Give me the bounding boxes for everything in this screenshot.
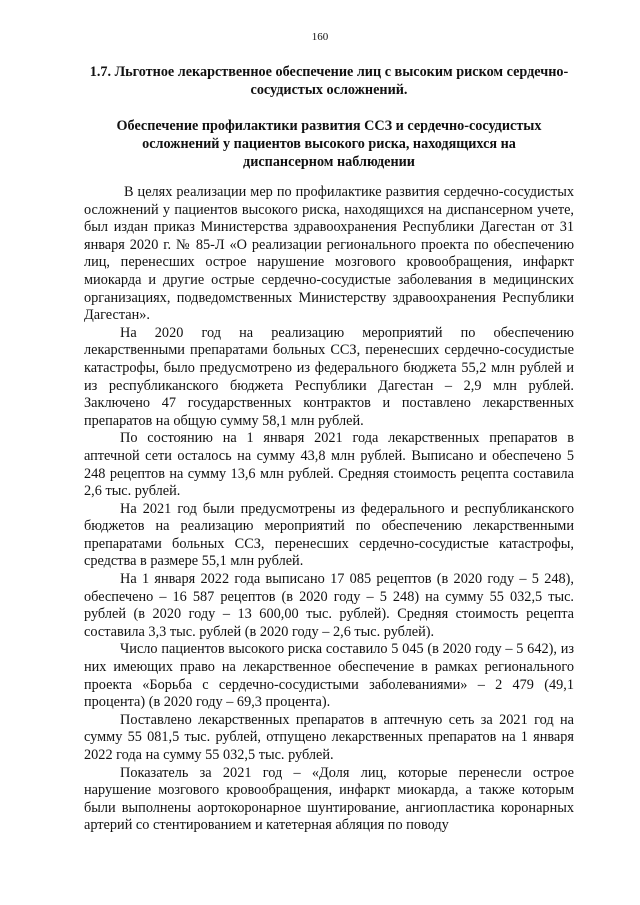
section-title: 1.7. Льготное лекарственное обеспечение лиц с высоким риском сердечно-сосудистых осложнений. bbox=[89, 64, 569, 98]
paragraph: Число пациентов высокого риска составило 5 045 (в 2020 году – 5 642), из них имеющих право на лекарственное обеспечение в рамках регионального проекта «Борьба с сердечно-сосудистыми заболеваниями» – 2 479 (49,1 процента) (в 2020 году – 69,3 процента). bbox=[84, 641, 574, 711]
section-subtitle: Обеспечение профилактики развития ССЗ и сердечно-сосудистых осложнений у пациентов высокого риска, находящихся на диспансерном наблюдении bbox=[116, 118, 542, 170]
paragraph: По состоянию на 1 января 2021 года лекарственных препаратов в аптечной сети осталось на сумму 43,8 млн рублей. Выписано и обеспечено 5 248 рецептов на сумму 13,6 млн рублей. Средняя стоимость рецепта составила 2,6 тыс. рублей. bbox=[84, 430, 574, 500]
paragraph: В целях реализации мер по профилактике развития сердечно-сосудистых осложнений у пациентов высокого риска, находящихся на диспансерном учете, был издан приказ Министерства здравоохранения Республики Дагестан от 31 января 2020 г. № 85-Л «О реализации регионального проекта по обеспечению лиц, перенесших острое нарушение мозгового кровообращения, инфаркт миокарда и другие острые сердечно-сосудистые заболевания в медицинских организациях, подведомственных Министерству здравоохранения Республики Дагестан». bbox=[84, 184, 574, 324]
page-number: 160 bbox=[311, 31, 329, 43]
paragraph: На 2020 год на реализацию мероприятий по обеспечению лекарственными препаратами больных ССЗ, перенесших сердечно-сосудистые катастрофы, было предусмотрено из федерального бюджета 55,2 млн рублей и из республиканского бюджета Республики Дагестан – 2,9 млн рублей. Заключено 47 государственных контрактов и поставлено лекарственных препаратов на общую сумму 58,1 млн рублей. bbox=[84, 324, 574, 429]
paragraph: Показатель за 2021 год – «Доля лиц, которые перенесли острое нарушение мозгового кровообращения, инфаркт миокарда, а также которым были выполнены аортокоронарное шунтирование, ангиопластика коронарных артерий со стентированием и катетерная абляция по поводу bbox=[84, 764, 574, 834]
body-text bbox=[84, 184, 574, 835]
paragraph: На 1 января 2022 года выписано 17 085 рецептов (в 2020 году – 5 248), обеспечено – 16 587 рецептов (в 2020 году – 5 248) на сумму 55 032,5 тыс. рублей (в 2020 году – 13 600,00 тыс. рублей). Средняя стоимость рецепта составила 3,3 тыс. рублей (в 2020 году – 2,6 тыс. рублей). bbox=[84, 571, 574, 640]
paragraph: На 2021 год были предусмотрены из федерального и республиканского бюджетов на реализацию мероприятий по обеспечению лекарственными препаратами больных ССЗ, перенесших сердечно-сосудистые катастрофы, средства в размере 55,1 млн рублей. bbox=[84, 500, 574, 570]
paragraph: Поставлено лекарственных препаратов в аптечную сеть за 2021 год на сумму 55 081,5 тыс. рублей, отпущено лекарственных препаратов на 1 января 2022 года на сумму 55 032,5 тыс. рублей. bbox=[84, 711, 574, 763]
